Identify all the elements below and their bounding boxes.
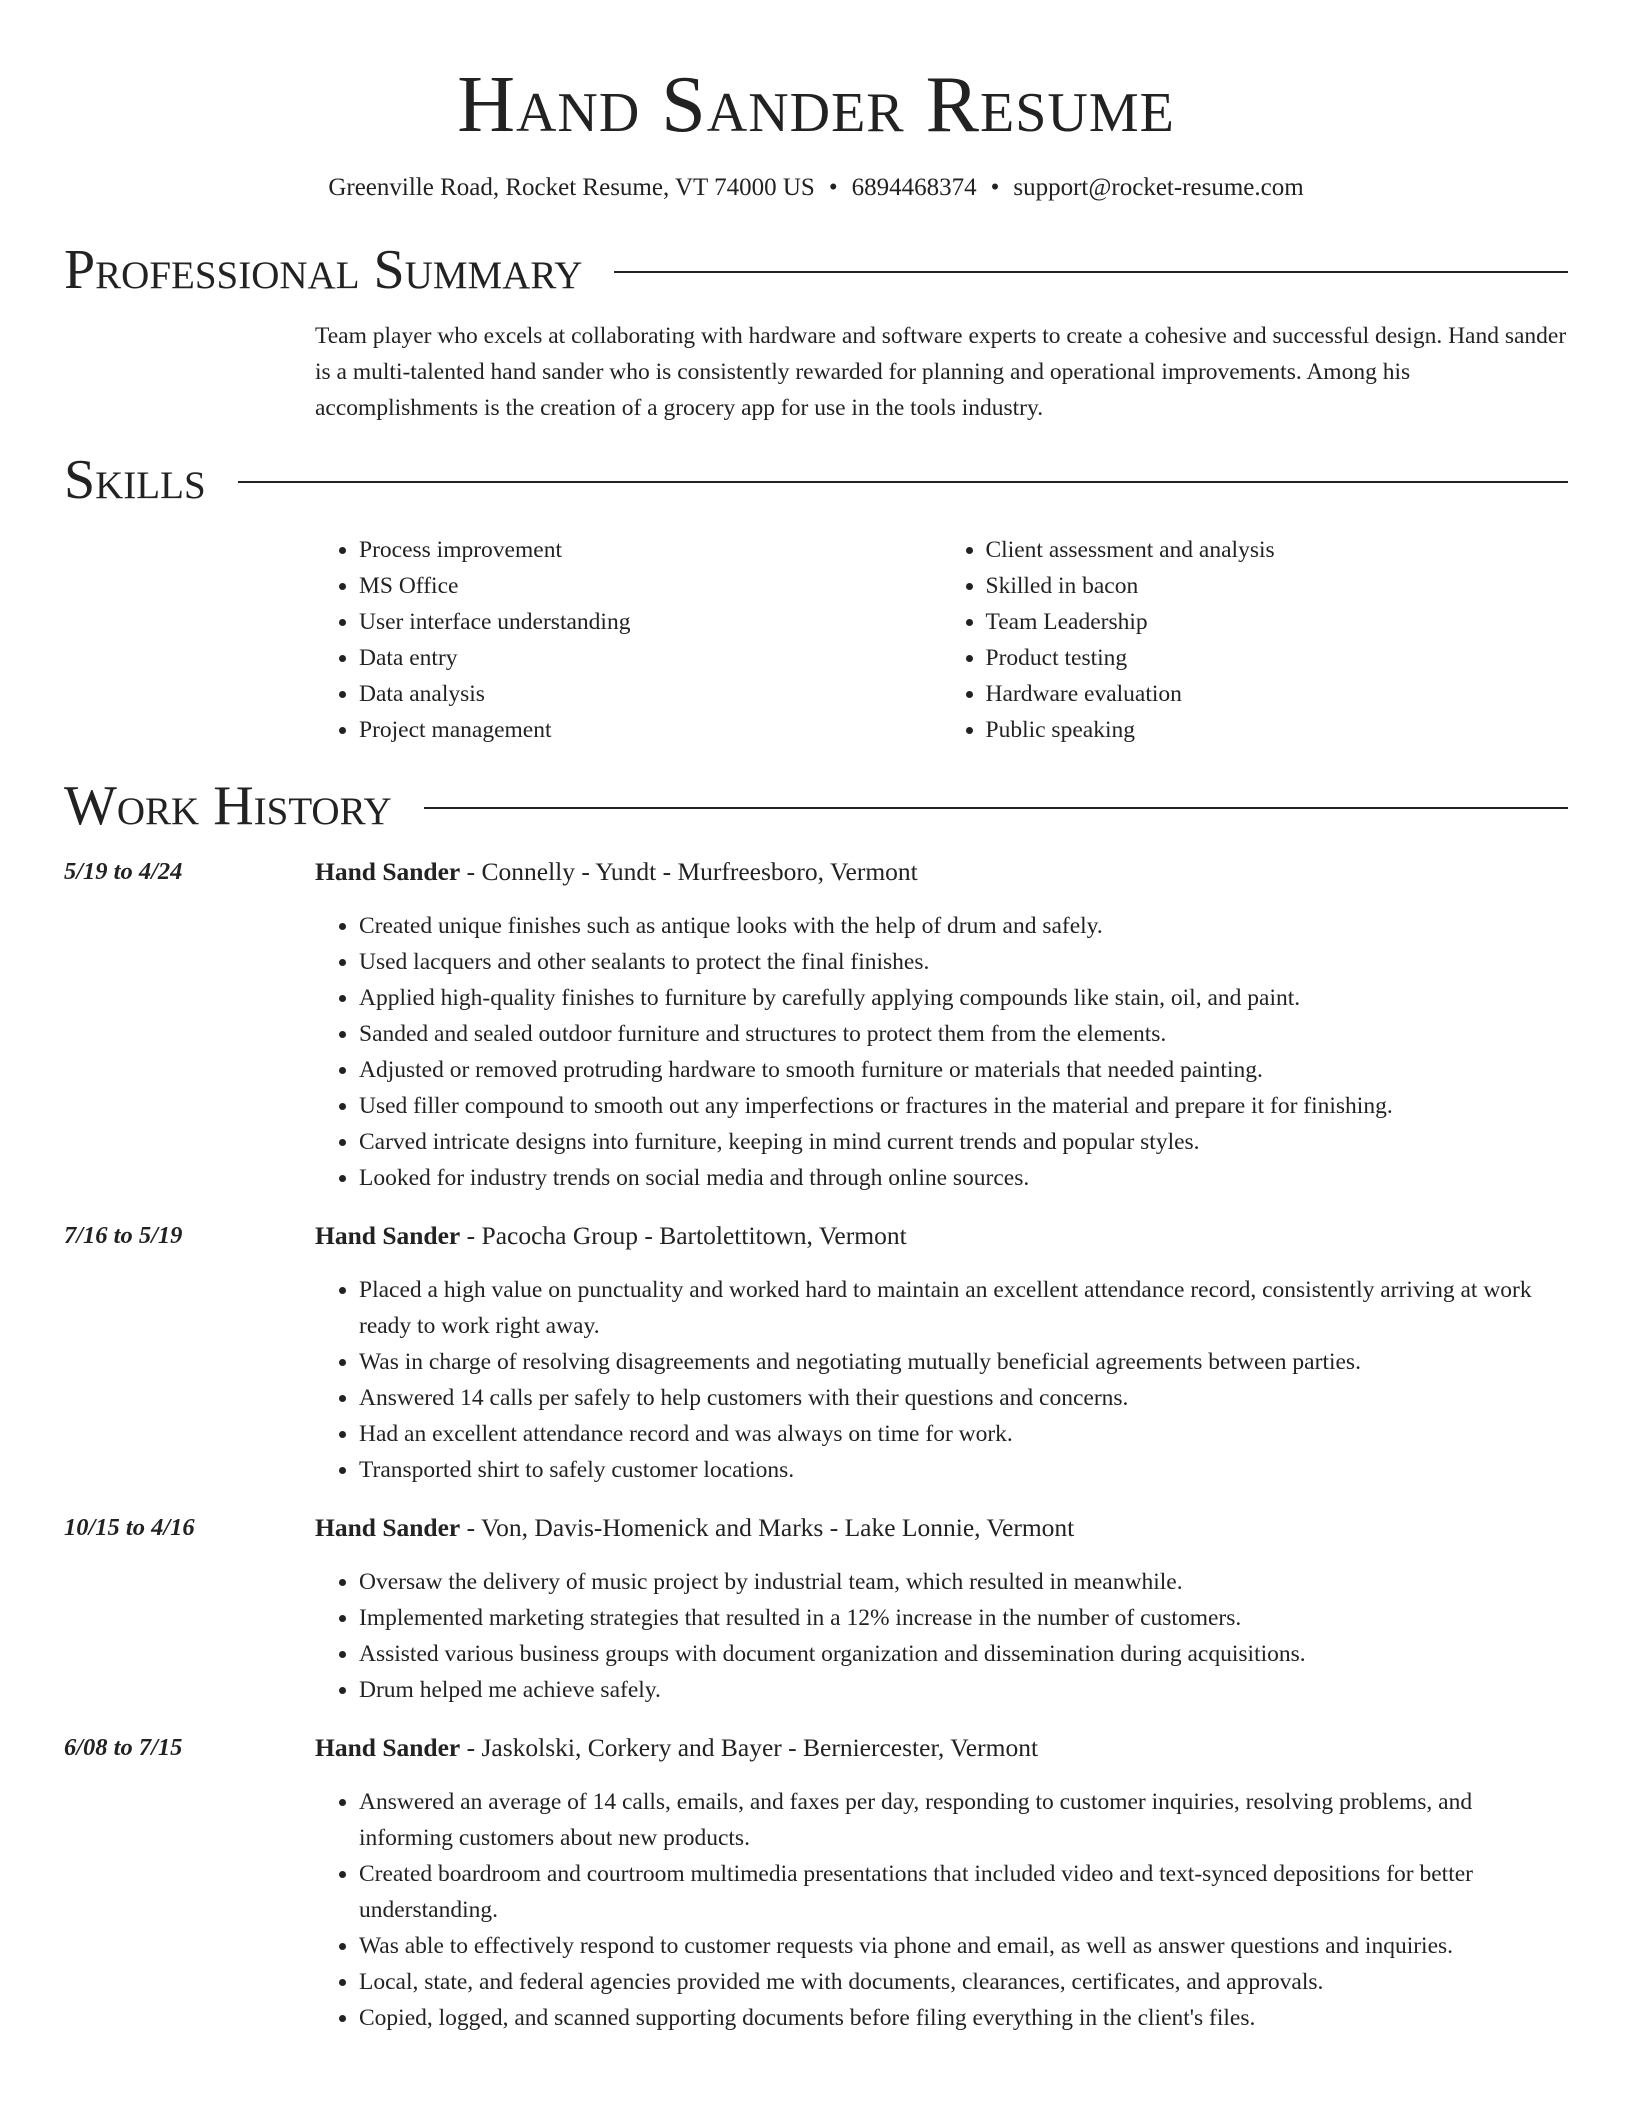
job-entry: [64, 1730, 1568, 2036]
job-heading: [315, 1510, 1568, 1546]
job-body: [315, 1510, 1568, 1708]
skill-item: • Data entry: [359, 640, 942, 676]
skill-item: • Project management: [359, 712, 942, 748]
job-entry: [64, 1218, 1568, 1488]
job-dates: 7/16 to 5/19: [64, 1222, 183, 1249]
skills-header: [64, 450, 1568, 510]
job-bullet: • Adjusted or removed protruding hardware to smooth furniture or materials that needed painting.: [359, 1052, 1568, 1088]
contact-line: [64, 172, 1568, 204]
job-bullet: • Created boardroom and courtroom multimedia presentations that included video and text-synced depositions for better understanding.: [359, 1856, 1568, 1928]
section-divider: [238, 481, 1568, 483]
job-company: - Von, Davis-Homenick and Marks - Lake Lonnie, Vermont: [460, 1513, 1075, 1542]
job-company: - Connelly - Yundt - Murfreesboro, Vermont: [460, 857, 918, 886]
job-body: [315, 854, 1568, 1196]
work-history-header: [64, 776, 1568, 836]
summary-header: [64, 240, 1568, 300]
job-bullet: • Was able to effectively respond to customer requests via phone and email, as well as answer questions and inquiries.: [359, 1928, 1568, 1964]
job-body: [315, 1218, 1568, 1488]
job-bullets: [315, 1272, 1568, 1488]
skills-section: [64, 450, 1568, 748]
resume-title: Hand Sander Resume: [457, 61, 1175, 149]
job-dates: 5/19 to 4/24: [64, 858, 183, 885]
job-bullet: • Transported shirt to safely customer locations.: [359, 1452, 1568, 1488]
job-list: [64, 854, 1568, 2036]
summary-heading: Professional Summary: [64, 239, 583, 301]
job-bullets: [315, 908, 1568, 1196]
job-heading: [315, 1730, 1568, 1766]
job-bullet: • Copied, logged, and scanned supporting documents before filing everything in the client's files.: [359, 2000, 1568, 2036]
work-history-section: [64, 776, 1568, 2036]
job-bullet: • Assisted various business groups with document organization and dissemination during acquisitions.: [359, 1636, 1568, 1672]
skills-column-right: [942, 532, 1569, 748]
skill-item: • Process improvement: [359, 532, 942, 568]
job-heading: [315, 854, 1568, 890]
skill-item: • Product testing: [986, 640, 1569, 676]
skill-item: • Client assessment and analysis: [986, 532, 1569, 568]
job-body: [315, 1730, 1568, 2036]
job-role: Hand Sander: [315, 1221, 461, 1250]
job-company: - Pacocha Group - Bartolettitown, Vermont: [460, 1221, 907, 1250]
job-entry: [64, 1510, 1568, 1708]
job-company: - Jaskolski, Corkery and Bayer - Berniercester, Vermont: [460, 1733, 1039, 1762]
job-dates: 6/08 to 7/15: [64, 1734, 183, 1761]
skills-grid: [315, 532, 1568, 748]
job-bullets: [315, 1564, 1568, 1708]
job-bullet: • Implemented marketing strategies that resulted in a 12% increase in the number of customers.: [359, 1600, 1568, 1636]
job-entry: [64, 854, 1568, 1196]
skill-item: • Hardware evaluation: [986, 676, 1569, 712]
job-heading: [315, 1218, 1568, 1254]
job-bullet: • Sanded and sealed outdoor furniture and structures to protect them from the elements.: [359, 1016, 1568, 1052]
skills-column-left: [315, 532, 942, 748]
summary-section: [64, 240, 1568, 426]
skills-heading: Skills: [64, 449, 206, 511]
summary-text: Team player who excels at collaborating with hardware and software experts to create a cohesive and successful design. Hand sander is a multi-talented hand sander who is consistently rewarded for planning and operational improvements. Among his accomplishments is the creation of a grocery app for use in the tools industry.: [315, 323, 1567, 421]
contact-address: Greenville Road, Rocket Resume, VT 74000 US: [328, 174, 815, 201]
job-bullet: • Had an excellent attendance record and was always on time for work.: [359, 1416, 1568, 1452]
job-role: Hand Sander: [315, 857, 461, 886]
skill-item: • Skilled in bacon: [986, 568, 1569, 604]
skill-item: • MS Office: [359, 568, 942, 604]
contact-email: support@rocket-resume.com: [1013, 174, 1304, 201]
job-bullet: • Oversaw the delivery of music project by industrial team, which resulted in meanwhile.: [359, 1564, 1568, 1600]
job-bullet: • Local, state, and federal agencies provided me with documents, clearances, certificates, and approvals.: [359, 1964, 1568, 2000]
job-bullet: • Answered an average of 14 calls, emails, and faxes per day, responding to customer inquiries, resolving problems, and informing customers about new products.: [359, 1784, 1568, 1856]
job-bullet: • Placed a high value on punctuality and worked hard to maintain an excellent attendance record, consistently arriving at work ready to work right away.: [359, 1272, 1568, 1344]
job-bullets: [315, 1784, 1568, 2036]
skill-item: • User interface understanding: [359, 604, 942, 640]
contact-separator: •: [990, 174, 1000, 201]
work-history-heading: Work History: [64, 775, 392, 837]
job-bullet: • Used lacquers and other sealants to protect the final finishes.: [359, 944, 1568, 980]
job-bullet: • Used filler compound to smooth out any imperfections or fractures in the material and prepare it for finishing.: [359, 1088, 1568, 1124]
job-bullet: • Created unique finishes such as antique looks with the help of drum and safely.: [359, 908, 1568, 944]
job-bullet: • Was in charge of resolving disagreements and negotiating mutually beneficial agreements between parties.: [359, 1344, 1568, 1380]
job-dates: 10/15 to 4/16: [64, 1514, 195, 1541]
section-divider: [614, 271, 1568, 273]
job-bullet: • Answered 14 calls per safely to help customers with their questions and concerns.: [359, 1380, 1568, 1416]
contact-separator: •: [828, 174, 838, 201]
job-role: Hand Sander: [315, 1733, 461, 1762]
job-bullet: • Applied high-quality finishes to furniture by carefully applying compounds like stain, oil, and paint.: [359, 980, 1568, 1016]
contact-phone: 6894468374: [851, 174, 977, 201]
resume-page: [64, 0, 1568, 2036]
skill-item: • Public speaking: [986, 712, 1569, 748]
job-bullet: • Drum helped me achieve safely.: [359, 1672, 1568, 1708]
job-bullet: • Looked for industry trends on social media and through online sources.: [359, 1160, 1568, 1196]
job-bullet: • Carved intricate designs into furniture, keeping in mind current trends and popular styles.: [359, 1124, 1568, 1160]
skill-item: • Team Leadership: [986, 604, 1569, 640]
section-divider: [424, 807, 1568, 809]
skill-item: • Data analysis: [359, 676, 942, 712]
job-role: Hand Sander: [315, 1513, 461, 1542]
